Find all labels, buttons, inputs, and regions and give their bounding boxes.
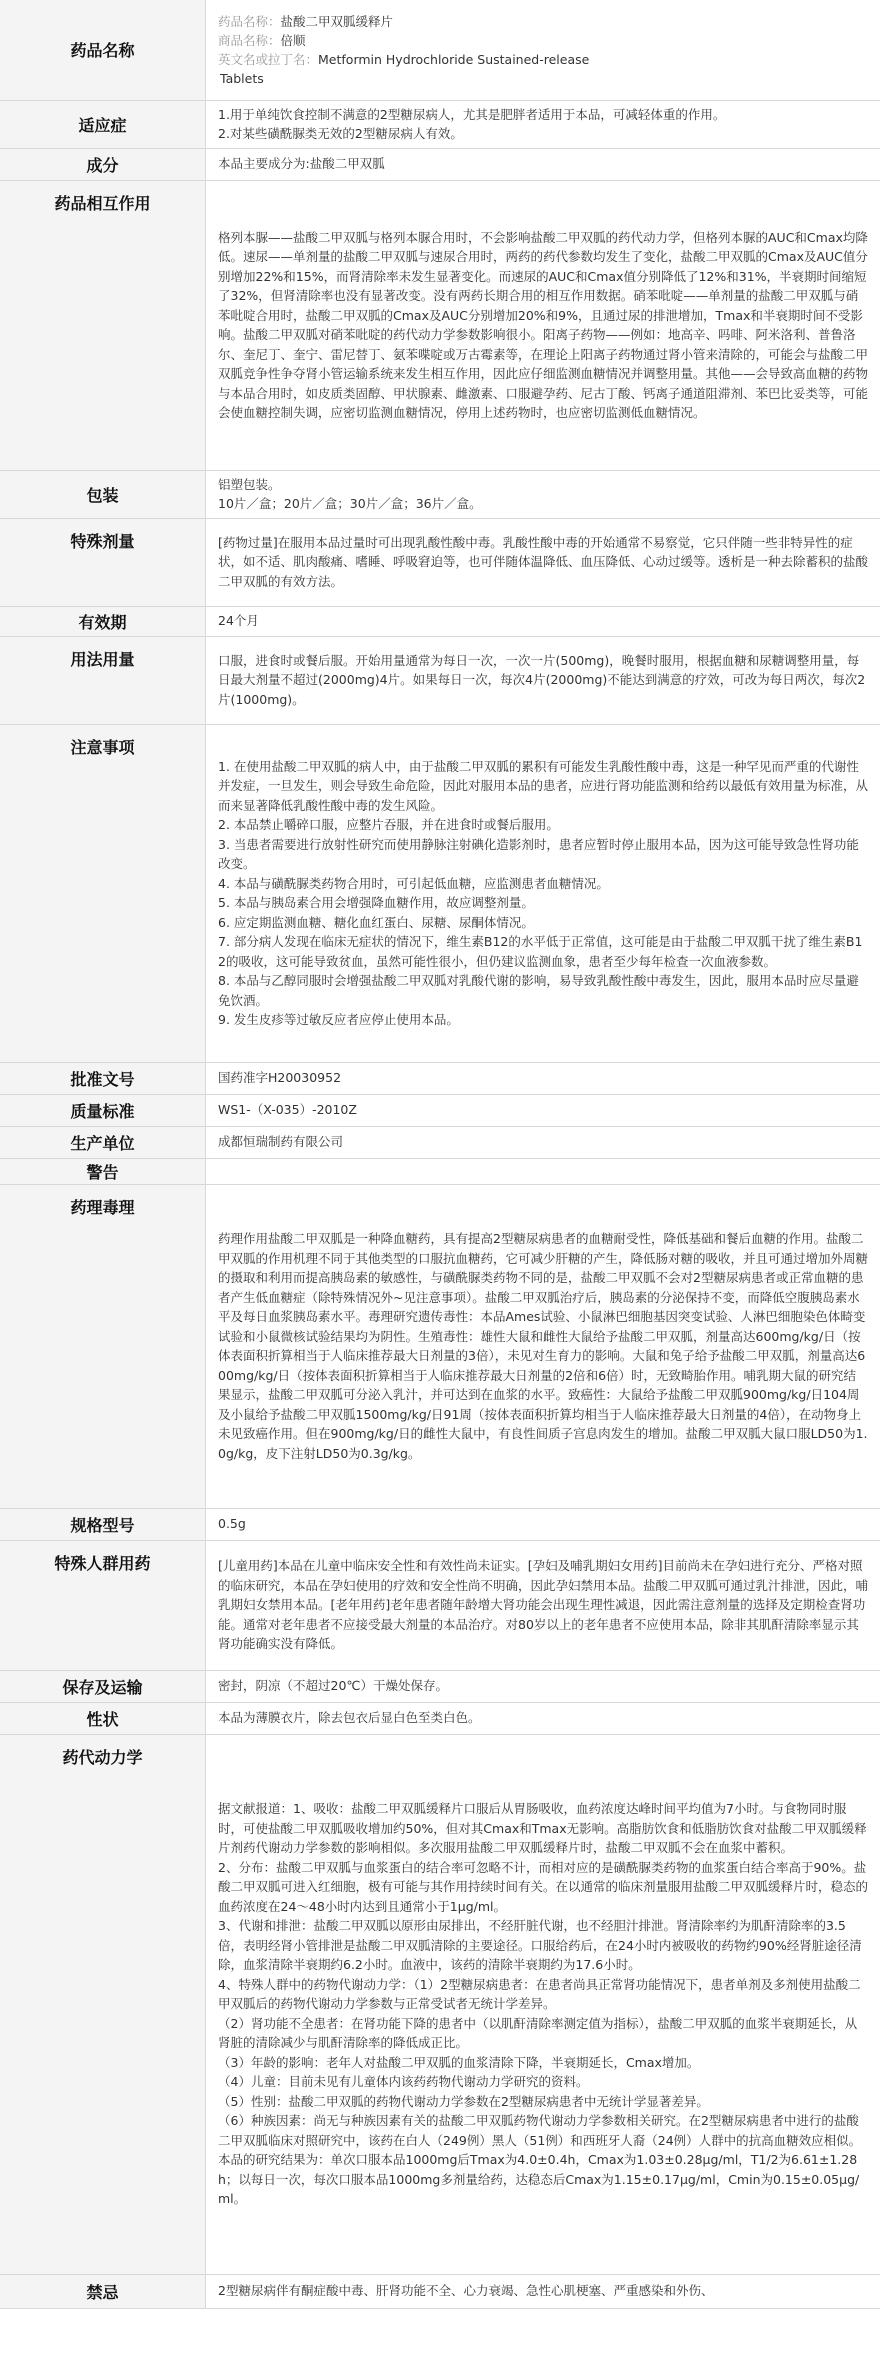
row-label: 生产单位 (0, 1126, 206, 1158)
precaution-item: 4. 本品与磺酰脲类药物合用时，可引起低血糖，应监测患者血糖情况。 (218, 875, 609, 891)
precaution-item: 9. 发生皮疹等过敏反应者应停止使用本品。 (218, 1012, 459, 1027)
warning-value (206, 1158, 880, 1184)
row-label: 药品相互作用 (0, 180, 206, 470)
spec-value: 0.5g (206, 1508, 880, 1540)
precaution-item: 8. 本品与乙醇同服时会增强盐酸二甲双胍对乳酸代谢的影响，易导致乳酸性酸中毒发生，因此，服用本品时应尽量避免饮酒。 (218, 973, 859, 1008)
pk-paragraph: 据文献报道：1、吸收：盐酸二甲双胍缓释片口服后从胃肠吸收，血药浓度达峰时间平均值为7小时。与食物同时服时，可使盐酸二甲双胍吸收增加约50%，但对其Cmax和Tmax无影响。高脂肪饮食和低脂肪饮食对盐酸二甲双胍缓释片剂药代谢动力学参数的影响相似。多次服用盐酸二甲双胍缓释片时，盐酸二甲双胍不会在血浆中蓄积。 (218, 1801, 867, 1856)
row-label: 特殊剂量 (0, 518, 206, 606)
row-special-populations (0, 1540, 880, 1670)
row-package (0, 470, 880, 518)
precaution-item: 7. 部分病人发现在临床无症状的情况下，维生素B12的水平低于正常值，这可能是由于盐酸二甲双胍干扰了维生素B12的吸收，这可能导致贫血，虽然可能性很小，但仍建议监测血象，患者至少每年检查一次血液参数。 (218, 934, 863, 969)
row-overdose (0, 518, 880, 606)
pk-paragraph: （6）种族因素：尚无与种族因素有关的盐酸二甲双胍药物代谢动力学参数相关研究。在2型糖尿病患者中进行的盐酸二甲双胍临床对照研究中，该药在白人（249例）黑人（51例）和西班牙人裔（24例）人群中的抗高血糖效应相似。本品的研究结果为：单次口服本品1000mg后Tmax为4.0±0.4h，Cmax为1.03±0.28μg/ml，T1/2为6.61±1.28h；以每日一次，每次口服本品1000mg多剂量给药，达稳态后Cmax为1.15±0.17μg/ml，Cmin为0.15±0.05μg/ml。 (218, 2113, 862, 2207)
generic-name: 盐酸二甲双胍缓释片 (280, 13, 394, 29)
precaution-item: 1. 在使用盐酸二甲双胍的病人中，由于盐酸二甲双胍的累积有可能发生乳酸性酸中毒，这是一种罕见而严重的代谢性并发症，一旦发生，则会导致生命危险，因此对服用本品的患者，应进行肾功能监测和给药以最低有效用量为标准，从而来显著降低乳酸性酸中毒的发生风险。 (218, 758, 869, 813)
row-label: 规格型号 (0, 1508, 206, 1540)
precaution-item: 2. 本品禁止嚼碎口服，应整片吞服，并在进食时或餐后服用。 (218, 817, 559, 832)
indication-line: 1.用于单纯饮食控制不满意的2型糖尿病人，尤其是肥胖者适用于本品，可减轻体重的作用。 (218, 106, 726, 122)
indication-line: 2.对某些磺酰脲类无效的2型糖尿病人有效。 (218, 126, 463, 141)
row-label: 警告 (0, 1158, 206, 1184)
row-interactions (0, 180, 880, 470)
standard-value: WS1-（X-035）-2010Z (206, 1094, 880, 1126)
row-dosage (0, 636, 880, 724)
drug-name-value (206, 0, 880, 100)
precaution-item: 3. 当患者需要进行放射性研究而使用静脉注射碘化造影剂时，患者应暂时停止服用本品，因为这可能导致急性肾功能改变。 (218, 836, 859, 871)
properties-value: 本品为薄膜衣片，除去包衣后显白色至类白色。 (206, 1702, 880, 1734)
row-precautions (0, 724, 880, 1062)
pk-paragraph: （4）儿童：目前未见有儿童体内该药药物代谢动力学研究的资料。 (218, 2074, 589, 2090)
row-toxicology (0, 1184, 880, 1508)
row-contraindications (0, 2274, 880, 2308)
composition-value: 本品主要成分为:盐酸二甲双胍 (206, 148, 880, 180)
row-label: 有效期 (0, 606, 206, 636)
row-approval (0, 1062, 880, 1094)
dosage-value: 口服，进食时或餐后服。开始用量通常为每日一次，一次一片(500mg)，晚餐时服用，根据血糖和尿糖调整用量，每日最大剂量不超过(2000mg)4片。如果每日一次，每次4片(2000mg)不能达到满意的疗效，可改为每日两次，每次2片(1000mg)。 (206, 636, 880, 724)
row-label: 禁忌 (0, 2274, 206, 2308)
english-name: Metformin Hydrochloride Sustained-release (318, 51, 590, 67)
package-line: 铝塑包装。 (218, 476, 281, 492)
row-label: 特殊人群用药 (0, 1540, 206, 1670)
row-label: 批准文号 (0, 1062, 206, 1094)
contraindications-value: 2型糖尿病伴有酮症酸中毒、肝肾功能不全、心力衰竭、急性心肌梗塞、严重感染和外伤、 (206, 2274, 880, 2308)
row-label: 用法用量 (0, 636, 206, 724)
row-label: 包装 (0, 470, 206, 518)
generic-name-prefix: 药品名称： (218, 13, 281, 29)
row-storage (0, 1670, 880, 1702)
pk-paragraph: 4、特殊人群中的药物代谢动力学：（1）2型糖尿病患者：在患者尚具正常肾功能情况下，患者单剂及多剂使用盐酸二甲双胍后的药物代谢动力学参数与正常受试者无统计学差异。 (218, 1976, 861, 2012)
pk-paragraph: 3、代谢和排泄：盐酸二甲双胍以原形由尿排出，不经肝脏代谢，也不经胆汁排泄。肾清除率约为肌酐清除率的3.5倍，表明经肾小管排泄是盐酸二甲双胍清除的主要途径。口服给药后，在24小时内被吸收的药物约90%经肾脏途径清除，血浆清除半衰期约6.2小时。血液中，该药的清除半衰期约为17.6小时。 (218, 1918, 862, 1973)
row-drug-name (0, 0, 880, 100)
row-label: 适应症 (0, 100, 206, 148)
row-composition (0, 148, 880, 180)
pk-paragraph: （5）性别：盐酸二甲双胍的药物代谢动力学参数在2型糖尿病患者中无统计学显著差异。 (218, 2093, 709, 2109)
pk-paragraph: 2、分布：盐酸二甲双胍与血浆蛋白的结合率可忽略不计，而相对应的是磺酰脲类药物的血浆蛋白结合率高于90%。盐酸二甲双胍可进入红细胞，极有可能与其作用持续时间有关。在以通常的临床剂量服用盐酸二甲双胍缓释片时，稳态的血药浓度在24～48小时内达到且通常小于1μg/ml。 (218, 1859, 869, 1914)
english-name-prefix: 英文名或拉丁名： (218, 51, 319, 67)
precaution-item: 6. 应定期监测血糖、糖化血红蛋白、尿糖、尿酮体情况。 (218, 914, 534, 930)
row-label: 质量标准 (0, 1094, 206, 1126)
row-shelf-life (0, 606, 880, 636)
row-spec (0, 1508, 880, 1540)
package-line: 10片／盒；20片／盒；30片／盒；36片／盒。 (218, 496, 482, 511)
row-properties (0, 1702, 880, 1734)
row-label: 成分 (0, 148, 206, 180)
row-label: 药品名称 (0, 0, 206, 100)
row-label: 保存及运输 (0, 1670, 206, 1702)
trade-name-prefix: 商品名称： (218, 32, 281, 48)
storage-value: 密封，阴凉（不超过20℃）干燥处保存。 (206, 1670, 880, 1702)
row-warning (0, 1158, 880, 1184)
row-standard (0, 1094, 880, 1126)
row-label: 药理毒理 (0, 1184, 206, 1508)
toxicology-value: 药理作用盐酸二甲双胍是一种降血糖药，具有提高2型糖尿病患者的血糖耐受性，降低基础和餐后血糖的作用。盐酸二甲双胍的作用机理不同于其他类型的口服抗血糖药，它可减少肝糖的产生，降低肠对糖的吸收，并且可通过增加外周糖的摄取和利用而提高胰岛素的敏感性，与磺酰脲类药物不同的是，盐酸二甲双胍不会对2型糖尿病患者或正常血糖的患者产生低血糖症（除特殊情况外~见注意事项）。盐酸二甲双胍治疗后，胰岛素的分泌保持不变，而降低空腹胰岛素水平及每日血浆胰岛素水平。毒理研究遗传毒性：本品Ames试验、小鼠淋巴细胞基因突变试验、人淋巴细胞染色体畸变试验和小鼠微核试验结果均为阴性。生殖毒性：雄性大鼠和雌性大鼠给予盐酸二甲双胍，剂量高达600mg/kg/日（按体表面积折算相当于人临床推荐最大日剂量的3倍），未见对生育力的影响。大鼠和兔子给予盐酸二甲双胍，剂量高达600mg/kg/日（按体表面积折算相当于人临床推荐最大日剂量的2倍和6倍）时，无致畸胎作用。哺乳期大鼠的研究结果显示，盐酸二甲双胍可分泌入乳汁，并可达到在血浆的水平。致癌性：大鼠给予盐酸二甲双胍900mg/kg/日104周及小鼠给予盐酸二甲双胍1500mg/kg/日91周（按体表面积折算均相当于人临床推荐最大日剂量的4倍），在动物身上未见致癌作用。但在900mg/kg/日的雌性大鼠中，有良性间质子宫息肉发生的增加。盐酸二甲双胍大鼠口服LD50为1.0g/kg，皮下注射LD50为0.3g/kg。 (206, 1184, 880, 1508)
row-label: 药代动力学 (0, 1734, 206, 2274)
row-label: 性状 (0, 1702, 206, 1734)
row-pharmacokinetics (0, 1734, 880, 2274)
pk-paragraph: （2）肾功能不全患者：在肾功能下降的患者中（以肌酐清除率测定值为指标），盐酸二甲双胍的血浆半衰期延长，从肾脏的清除减少与肌酐清除率的降低成正比。 (218, 2015, 858, 2051)
english-name-cont: Tablets (220, 70, 264, 86)
row-label: 注意事项 (0, 724, 206, 1062)
row-indications (0, 100, 880, 148)
approval-value: 国药准字H20030952 (206, 1062, 880, 1094)
special-populations-value: [儿童用药]本品在儿童中临床安全性和有效性尚未证实。[孕妇及哺乳期妇女用药]目前尚未在孕妇进行充分、严格对照的临床研究，本品在孕妇使用的疗效和安全性尚不明确，因此孕妇禁用本品。盐酸二甲双胍可通过乳汁排泄，因此，哺乳期妇女禁用本品。[老年用药]老年患者随年龄增大肾功能会出现生理性减退，因此需注意剂量的选择及定期检查肾功能。通常对老年患者不应接受最大剂量的本品治疗。对80岁以上的老年患者不应使用本品，除非其肌酐清除率显示其肾功能确实没有降低。 (206, 1540, 880, 1670)
overdose-value: [药物过量]在服用本品过量时可出现乳酸性酸中毒。乳酸性酸中毒的开始通常不易察觉，它只伴随一些非特异性的症状，如不适、肌肉酸痛、嗜睡、呼吸窘迫等，也可伴随体温降低、血压降低、心动过缓等。透析是一种去除蓄积的盐酸二甲双胍的有效方法。 (206, 518, 880, 606)
interactions-value: 格列本脲——盐酸二甲双胍与格列本脲合用时，不会影响盐酸二甲双胍的药代动力学，但格列本脲的AUC和Cmax均降低。速尿——单剂量的盐酸二甲双胍与速尿合用时，两药的药代参数均发生了变化，盐酸二甲双胍的Cmax及AUC值分别增加22%和15%，而肾清除率未发生显著变化。而速尿的AUC和Cmax值分别降低了12%和31%，半衰期时间缩短了32%，但肾清除率也没有显著改变。没有两药长期合用的相互作用数据。硝苯吡啶——单剂量的盐酸二甲双胍与硝苯吡啶合用时，盐酸二甲双胍的Cmax及AUC分别增加20%和9%，且通过尿的排泄增加，Tmax和半衰期时间不受影响。盐酸二甲双胍对硝苯吡啶的药代动力学参数影响很小。阳离子药物——例如：地高辛、吗啡、阿米洛利、普鲁洛尔、奎尼丁、奎宁、雷尼替丁、氨苯喋啶或万古霉素等，在理论上阳离子药物通过肾小管来清除的，可能会与盐酸二甲双胍竞争性争夺肾小管运输系统来发生相互作用，因此应仔细监测血糖情况并调整用量。其他——会导致高血糖的药物与本品合用时，如皮质类固醇、甲状腺素、雌激素、口服避孕药、尼古丁酸、钙离子通道阻滞剂、苯巴比妥类等，可能会使血糖控制失调，应密切监测血糖情况，停用上述药物时，也应密切监测低血糖情况。 (206, 180, 880, 470)
shelf-life-value: 24个月 (206, 606, 880, 636)
pk-paragraph: （3）年龄的影响：老年人对盐酸二甲双胍的血浆清除下降，半衰期延长，Cmax增加。 (218, 2054, 700, 2070)
manufacturer-value: 成都恒瑞制药有限公司 (206, 1126, 880, 1158)
precaution-item: 5. 本品与胰岛素合用会增强降血糖作用，故应调整剂量。 (218, 895, 534, 910)
trade-name: 倍顺 (280, 32, 306, 48)
row-manufacturer (0, 1126, 880, 1158)
